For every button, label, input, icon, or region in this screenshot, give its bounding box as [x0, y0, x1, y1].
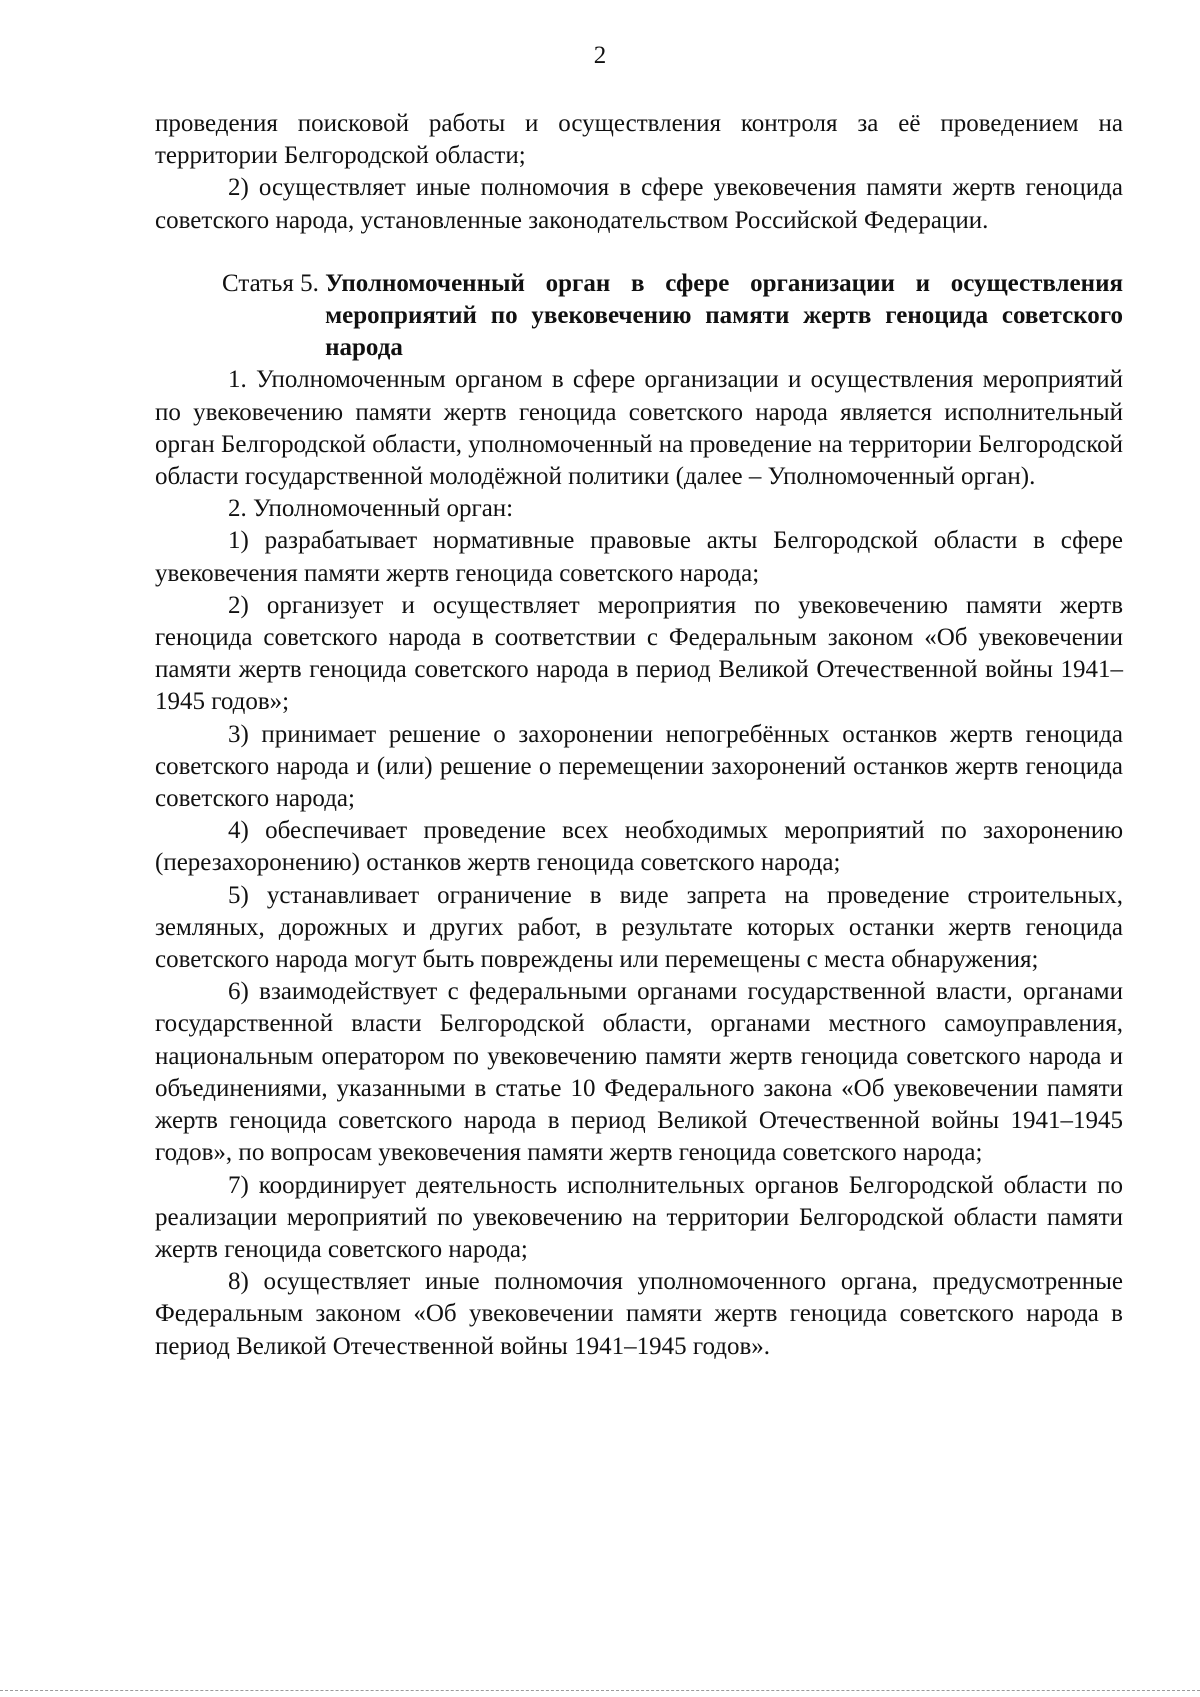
article-title: Уполномоченный орган в сфере организации и осуществления мероприятий по увековечению памяти жертв геноцида советского народа — [325, 269, 1123, 362]
page-number: 2 — [593, 42, 607, 69]
list-item: 8) осуществляет иные полномочия уполномоченного органа, предусмотренные Федеральным законом «Об увековечении памяти жертв геноцида советского народа в период Великой Отечественной войны 1941–1945 годов». — [155, 1268, 1123, 1360]
paragraph: 2) осуществляет иные полномочия в сфере увековечения памяти жертв геноцида советского народа, установленные законодательством Российской Федерации. — [155, 174, 1123, 234]
paragraph: 1. Уполномоченным органом в сфере организации и осуществления мероприятий по увековечению памяти жертв геноцида советского народа является исполнительный орган Белгородской области, уполномоченный на проведение на территории Белгородской области государственной молодёжной политики (далее – Уполномоченный орган). — [155, 366, 1123, 491]
list-item: 3) принимает решение о захоронении непогребённых останков жертв геноцида советского народа и (или) решение о перемещении захоронений останков жертв геноцида советского народа; — [155, 720, 1123, 813]
scan-edge-line — [0, 1689, 1200, 1691]
document-body — [155, 108, 1123, 1363]
paragraph: проведения поисковой работы и осуществления контроля за её проведением на территории Белгородской области; — [155, 110, 1123, 170]
article-number: Статья 5. — [222, 269, 326, 297]
list-item: 4) обеспечивает проведение всех необходимых мероприятий по захоронению (перезахоронению) останков жертв геноцида советского народа; — [155, 817, 1123, 877]
list-item: 2) организует и осуществляет мероприятия по увековечению памяти жертв геноцида советского народа в соответствии с Федеральным законом «Об увековечении памяти жертв геноцида советского народа в период Великой Отечественной войны 1941–1945 годов»; — [155, 591, 1123, 716]
list-item: 5) устанавливает ограничение в виде запрета на проведение строительных, земляных, дорожных и других работ, в результате которых останки жертв геноцида советского народа могут быть повреждены или перемещены с места обнаружения; — [155, 881, 1123, 974]
article-heading — [155, 268, 1123, 365]
list-item: 6) взаимодействует с федеральными органами государственной власти, органами государственной власти Белгородской области, органами местного самоуправления, национальным оператором по увековечению памяти жертв геноцида советского народа и объединениями, указанными в статье 10 Федерального закона «Об увековечении памяти жертв геноцида советского народа в период Великой Отечественной войны 1941–1945 годов», по вопросам увековечения памяти жертв геноцида советского народа; — [155, 978, 1123, 1167]
list-item: 7) координирует деятельность исполнительных органов Белгородской области по реализации мероприятий по увековечению на территории Белгородской области памяти жертв геноцида советского народа; — [155, 1171, 1123, 1263]
list-item: 1) разрабатывает нормативные правовые акты Белгородской области в сфере увековечения памяти жертв геноцида советского народа; — [155, 527, 1123, 587]
paragraph: 2. Уполномоченный орган: — [228, 495, 514, 523]
